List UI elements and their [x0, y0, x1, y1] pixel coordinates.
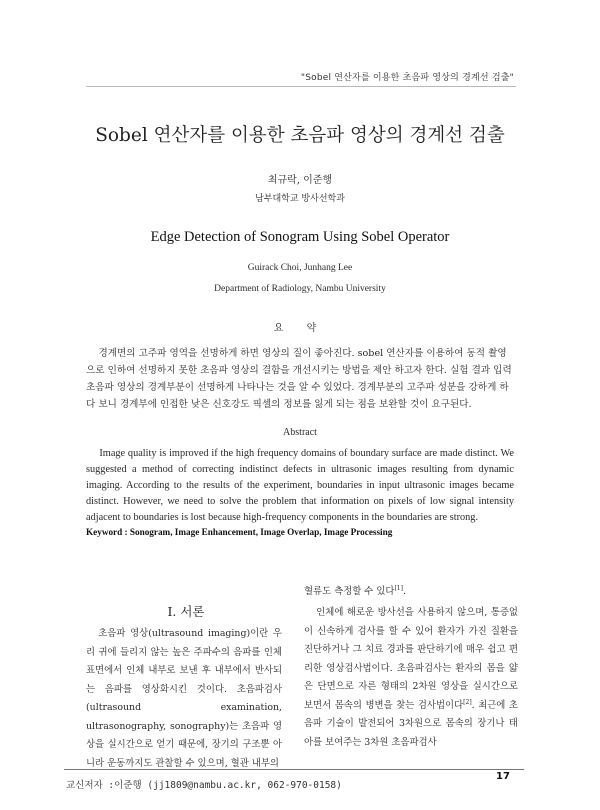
english-abstract — [86, 446, 514, 526]
english-title: Edge Detection of Sonogram Using Sobel Operator — [150, 229, 450, 245]
right-column-text-b: . 최근에 초음파 기술이 발전되어 3차원으로 몸속의 장기나 태아를 보여주는 3차원 초음파검사 — [304, 699, 518, 748]
corresponding-author: 교신저자 :이준행 (jj1809@nambu.ac.kr, 062-970-0158) — [66, 780, 342, 791]
right-column-top-text: 혈류도 측정할 수 있다 — [304, 586, 395, 597]
korean-abstract — [86, 345, 514, 413]
korean-abstract-heading: 요 약 — [273, 323, 327, 334]
english-abstract-text: Image quality is improved if the high frequency domains of boundary surface are made distinct. We suggested a method of correcting indistinct defects in ultrasonic images resulting from dynamic imaging. According to the results of the experiment, boundaries in input ultrasonic images became distinct. However, we need to solve the problem that information on pixels of low signal intensity adjacent to boundaries is lost because high-frequency components in the boundaries are strong. — [86, 448, 514, 523]
keyword-line: Keyword : Sonogram, Image Enhancement, Image Overlap, Image Processing — [86, 527, 393, 537]
left-column-text: 초음파 영상(ultrasound imaging)이란 우리 귀에 들리지 않는 높은 주파수의 음파를 인체 표면에서 인체 내부로 보낸 후 내부에서 반사되는 음파를 영상화시킨 것이다. 초음파검사(ultrasound examination, ultrasonography, sonography)는 초음파 영상을 실시간으로 얻기 때문에, 장기의 구조뿐 아니라 운동까지도 관찰할 수 있으며, 혈관 내부의 — [86, 628, 282, 769]
korean-authors: 최규락, 이준행 — [267, 175, 333, 186]
running-head: "Sobel 연산자를 이용한 초음파 영상의 경계선 검출" — [300, 73, 514, 83]
right-column-first-line: 혈류도 측정할 수 있다[1]. — [304, 584, 406, 597]
footer-divider — [64, 769, 524, 770]
english-affiliation: Department of Radiology, Nambu University — [214, 284, 386, 294]
header-divider — [86, 86, 516, 87]
right-column-text-a: 인체에 해로운 방사선을 사용하지 않으며, 통증없이 신속하게 검사를 할 수 있어 환자가 가진 질환을 진단하거나 그 치료 경과를 판단하기에 매우 쉽고 편리한 영상검사법이다. 초음파검사는 환자의 몸을 얇은 단면으로 자른 형태의 2차원 영상을 실시간으로 보면서 몸속의 병변을 찾는 검사법이다 — [304, 607, 518, 711]
reference-1: [1] — [394, 584, 403, 592]
english-authors: Guirack Choi, Junhang Lee — [247, 263, 353, 273]
english-abstract-heading: Abstract — [283, 427, 317, 438]
page-number: 17 — [496, 771, 510, 782]
left-column — [86, 625, 282, 773]
korean-abstract-text: 경계면의 고주파 영역을 선명하게 하면 영상의 질이 좋아진다. sobel 연산자를 이용하여 동적 촬영으로 인하여 선명하지 못한 초음파 영상의 결함을 개선시키는 방법을 제안 하고자 한다. 실험 결과 입력 초음파 영상의 경계부분이 선명하게 나타나는 것을 알 수 있었다. 경계부분의 고주파 성분을 강하게 하다 보니 경계부에 인접한 낮은 신호강도 픽셀의 정보를 잃게 되는 점을 보완할 것이 요구된다. — [86, 348, 512, 410]
section-heading-introduction: I. 서론 — [167, 604, 205, 619]
korean-title: Sobel 연산자를 이용한 초음파 영상의 경계선 검출 — [95, 125, 505, 146]
right-column — [304, 604, 518, 752]
korean-affiliation: 남부대학교 방사선학과 — [255, 194, 345, 204]
reference-2: [2] — [463, 698, 472, 706]
